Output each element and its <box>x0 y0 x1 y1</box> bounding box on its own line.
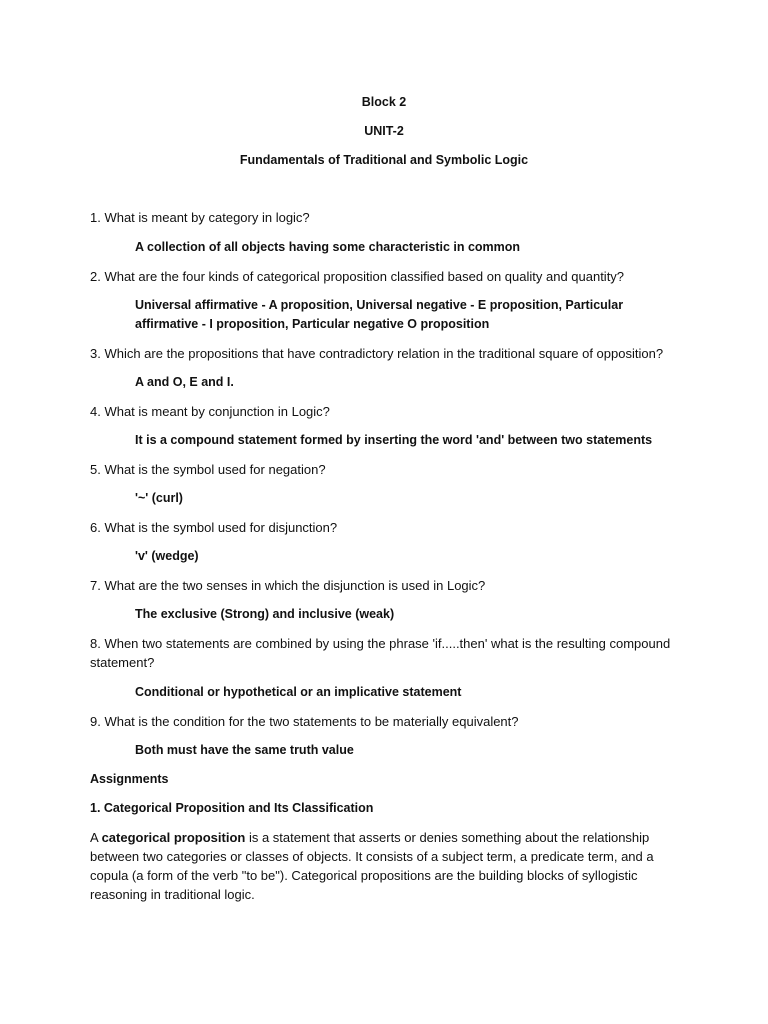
answer-4: It is a compound statement formed by inserting the word 'and' between two statements <box>135 433 653 447</box>
para-term: categorical proposition <box>101 830 246 845</box>
question-6: 6. What is the symbol used for disjunction? <box>90 520 338 535</box>
section-title: 1. Categorical Proposition and Its Classification <box>90 801 374 815</box>
question-3: 3. Which are the propositions that have contradictory relation in the traditional square of opposition? <box>90 346 664 361</box>
answer-3: A and O, E and I. <box>135 375 234 389</box>
answer-2: Universal affirmative - A proposition, Universal negative - E proposition, Particular affirmative - I proposition, Particular negative O proposition <box>135 298 624 331</box>
question-9: 9. What is the condition for the two statements to be materially equivalent? <box>90 714 519 729</box>
question-5: 5. What is the symbol used for negation? <box>90 462 326 477</box>
para-rest: is a statement that asserts or denies something about the relationship between two categories or classes of objects. It consists of a subject term, a predicate term, and a copula (a form of the verb "to be"). Categorical propositions are the building blocks of syllogistic reasoning in traditional logic. <box>90 830 654 902</box>
answer-7: The exclusive (Strong) and inclusive (weak) <box>135 607 395 621</box>
question-1: 1. What is meant by category in logic? <box>90 210 310 225</box>
question-4: 4. What is meant by conjunction in Logic? <box>90 404 330 419</box>
question-2: 2. What are the four kinds of categorical proposition classified based on quality and quantity? <box>90 269 625 284</box>
question-7: 7. What are the two senses in which the disjunction is used in Logic? <box>90 578 486 593</box>
section-paragraph <box>90 828 680 904</box>
answer-6: 'v' (wedge) <box>135 549 199 563</box>
assignments-heading: Assignments <box>90 772 169 786</box>
answer-8: Conditional or hypothetical or an implicative statement <box>135 685 462 699</box>
document-title: Fundamentals of Traditional and Symbolic Logic <box>239 153 529 167</box>
block-label: Block 2 <box>361 95 407 109</box>
unit-label: UNIT-2 <box>364 124 404 138</box>
para-lead: A <box>90 830 102 845</box>
question-8: 8. When two statements are combined by using the phrase 'if.....then' what is the resulting compound statement? <box>90 636 671 670</box>
answer-1: A collection of all objects having some characteristic in common <box>135 240 521 254</box>
answer-9: Both must have the same truth value <box>135 743 354 757</box>
answer-5: '~' (curl) <box>135 491 183 505</box>
